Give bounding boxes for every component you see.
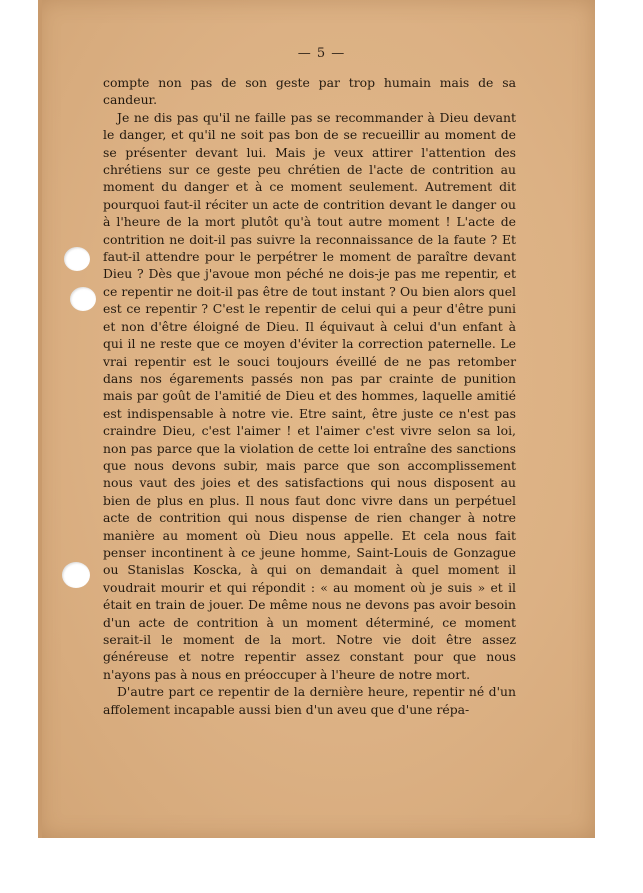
paragraph: D'autre part ce repentir de la dernière heure, repentir né d'un affolement incapable aussi bien d'un aveu que d'une répa- [103,684,516,717]
page-number: — 5 — [297,46,346,61]
punch-hole [62,562,90,588]
punch-hole [70,287,96,311]
paragraph: compte non pas de son geste par trop humain mais de sa candeur. [103,75,516,108]
punch-hole [64,247,90,271]
paragraph: Je ne dis pas qu'il ne faille pas se recommander à Dieu devant le danger, et qu'il ne soit pas bon de se recueillir au moment de se présenter devant lui. Mais je veux attirer l'attention des chrétiens sur ce geste peu chrétien de l'acte de contrition au moment du danger et à ce moment seulement. Autrement dit pourquoi faut-il réciter un acte de contrition devant le danger ou à l'heure de la mort plutôt qu'à tout autre moment ! L'acte de contrition ne doit-il pas suivre la reconnaissance de la faute ? Et faut-il attendre pour le perpétrer le moment de paraître devant Dieu ? Dès que j'avoue mon péché ne dois-je pas me repentir, et ce repentir ne doit-il pas être de tout instant ? Ou bien alors quel est ce repentir ? C'est le repentir de celui qui a peur d'être puni et non d'être éloigné de Dieu. Il équivaut à celui d'un enfant à qui il ne reste que ce moyen d'éviter la correction paternelle. Le vrai repentir est le souci toujours éveillé de ne pas retomber dans nos égarements passés non pas par crainte de punition mais par goût de l'amitié de Dieu et des hommes, laquelle amitié est indispensable à notre vie. Etre saint, être juste ce n'est pas craindre Dieu, c'est l'aimer ! et l'aimer c'est vivre selon sa loi, non pas parce que la violation de cette loi entraîne des sanctions que nous devons subir, mais parce que son accomplissement nous vaut des joies et des satisfactions qui nous disposent au bien de plus en plus. Il nous faut donc vivre dans un perpétuel acte de contrition qui nous dispense de rien changer à notre manière au moment où Dieu nous appelle. Et cela nous fait penser incontinent à ce jeune homme, Saint-Louis de Gonzague ou Stanislas Koscka, à qui on demandait à quel moment il voudrait mourir et qui répondit : « au moment où je suis » et il était en train de jouer. De même nous ne devons pas avoir besoin d'un acte de contrition à un moment déterminé, ce moment serait-il le moment de la mort. Notre vie doit être assez généreuse et notre repentir assez constant pour que nous n'ayons pas à nous en préoccuper à l'heure de notre mort. [103,109,516,682]
body-text [103,74,516,718]
paper-left-edge [38,0,42,838]
